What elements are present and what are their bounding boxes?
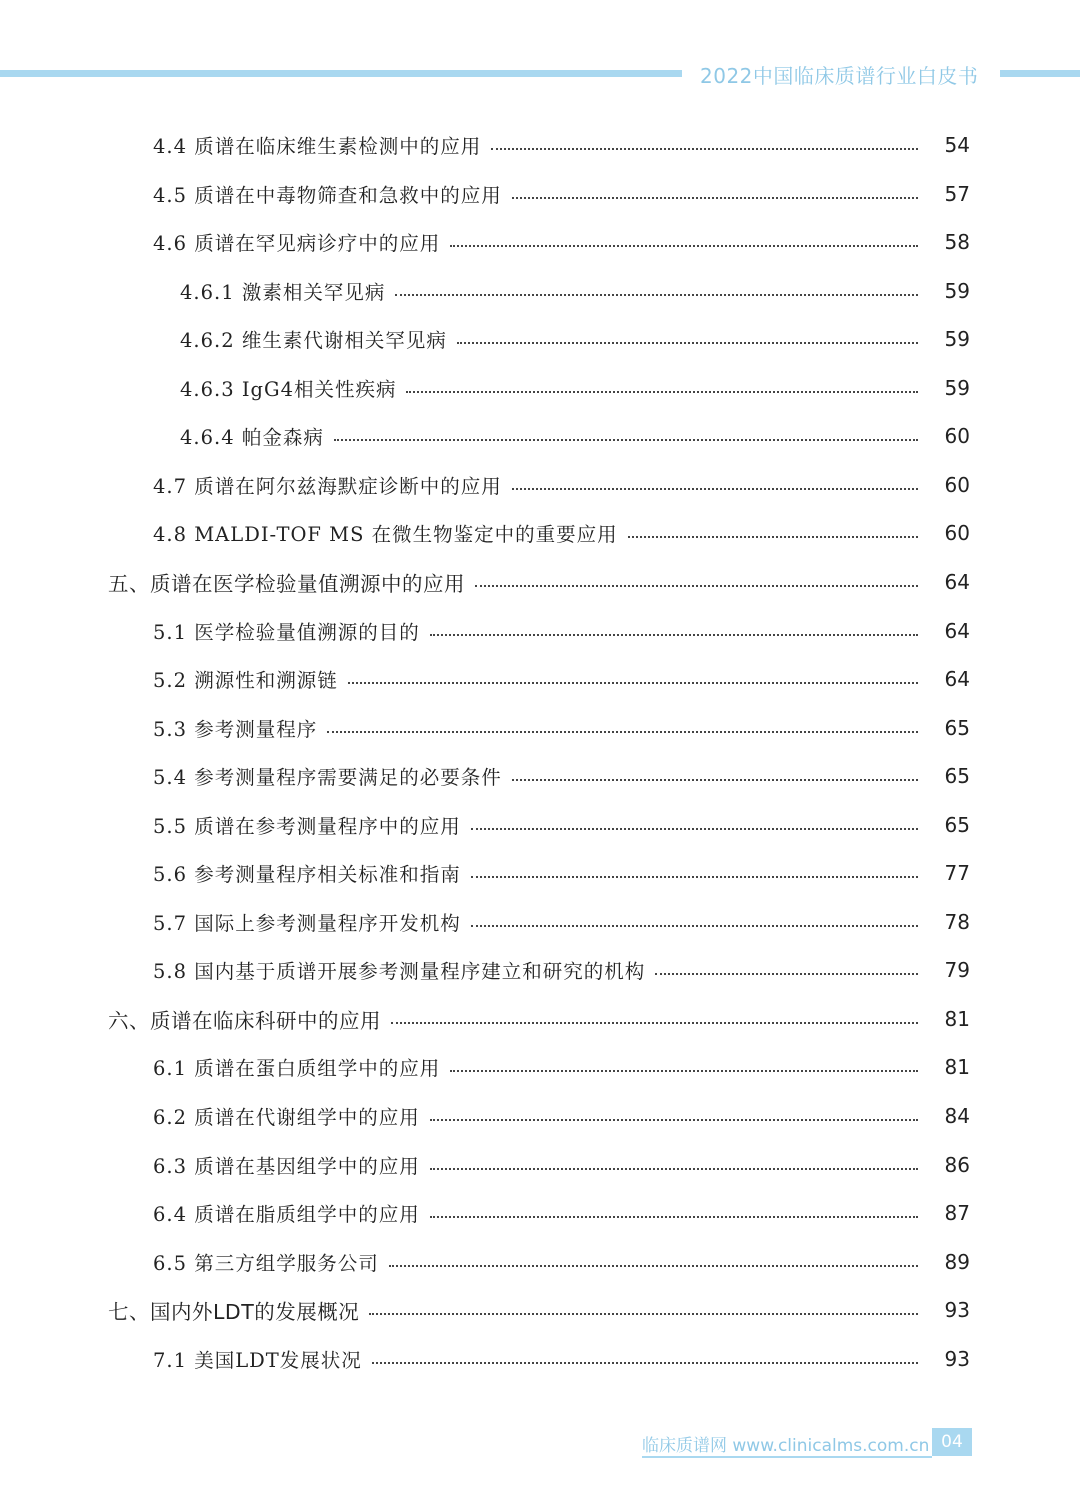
toc-entry-page: 93 [944,1298,970,1323]
toc-entry-page: 59 [944,375,970,400]
toc-entry-label: 6.2 质谱在代谢组学中的应用 [153,1106,420,1129]
toc-entry-label: 4.6.3 IgG4相关性疾病 [180,377,397,401]
toc-entry-page: 60 [944,472,970,497]
toc-leader-dots [471,925,918,927]
toc-entry[interactable] [0,1043,1080,1091]
toc-entry-label: 5.7 国际上参考测量程序开发机构 [153,911,461,935]
toc-leader-dots [655,973,918,975]
toc-entry-label: 4.6.2 维生素代谢相关罕见病 [180,329,447,353]
toc-leader-dots [491,148,918,150]
toc-entry[interactable] [0,752,1080,800]
toc-entry-label: 5.2 溯源性和溯源链 [153,669,338,693]
toc-entry-page: 60 [944,424,970,449]
toc-leader-dots [512,779,918,781]
toc-leader-dots [430,1216,918,1218]
toc-entry-page: 59 [944,327,970,352]
toc-entry-label: 6.3 质谱在基因组学中的应用 [153,1154,420,1178]
toc-entry-label: 6.1 质谱在蛋白质组学中的应用 [153,1057,441,1081]
toc-leader-dots [471,876,918,878]
toc-entry-label: 七、国内外LDT的发展概况 [108,1300,360,1325]
toc-entry-label: 5.6 参考测量程序相关标准和指南 [153,863,461,887]
header-bar-right [1000,70,1080,77]
toc-entry-label: 5.4 参考测量程序需要满足的必要条件 [153,766,502,790]
toc-entry[interactable] [0,849,1080,897]
toc-leader-dots [327,731,918,733]
toc-entry[interactable] [0,607,1080,655]
toc-entry-label: 4.5 质谱在中毒物筛查和急救中的应用 [153,183,502,207]
toc-entry-page: 59 [944,278,970,303]
toc-entry-page: 81 [944,1006,970,1031]
toc-entry-page: 86 [944,1152,970,1177]
toc-entry[interactable] [0,267,1080,315]
toc-entry-page: 81 [944,1055,970,1080]
toc-entry-page: 60 [944,521,970,546]
toc-leader-dots [450,245,918,247]
toc-entry[interactable] [0,218,1080,266]
toc-entry-label: 4.6.4 帕金森病 [180,426,324,450]
toc-entry-label: 六、质谱在临床科研中的应用 [108,1008,381,1033]
toc-entry-label: 5.1 医学检验量值溯源的目的 [153,620,420,644]
toc-entry-label: 4.6 质谱在罕见病诊疗中的应用 [153,232,441,256]
toc-leader-dots [372,1362,918,1364]
toc-entry[interactable] [0,704,1080,752]
header-bar-left [0,70,682,77]
toc-entry-page: 64 [944,569,970,594]
toc-entry[interactable] [0,1238,1080,1286]
toc-leader-dots [430,634,918,636]
toc-entry[interactable] [0,121,1080,169]
toc-entry-page: 84 [944,1104,970,1128]
toc-leader-dots [471,828,918,830]
toc-entry-page: 79 [944,958,970,983]
toc-leader-dots [450,1070,918,1072]
toc-entry[interactable] [0,1189,1080,1237]
toc-entry-label: 4.8 MALDI-TOF MS 在微生物鉴定中的重要应用 [153,523,618,547]
toc-entry-page: 77 [944,861,970,886]
toc-leader-dots [389,1265,918,1267]
footer-rule [642,1456,932,1458]
header-title: 2022中国临床质谱行业白皮书 [700,64,979,88]
toc-entry-label: 4.7 质谱在阿尔兹海默症诊断中的应用 [153,474,502,498]
page-number-badge: 04 [932,1428,972,1456]
toc-leader-dots [512,488,918,490]
toc-entry-page: 54 [944,133,970,157]
toc-entry-page: 57 [944,181,970,206]
toc-entry[interactable] [0,558,1080,606]
toc-entry[interactable] [0,898,1080,946]
toc-entry[interactable] [0,315,1080,363]
toc-entry-label: 7.1 美国LDT发展状况 [153,1348,362,1372]
toc-leader-dots [512,197,918,199]
toc-entry-page: 78 [944,909,970,934]
toc-entry[interactable] [0,801,1080,849]
toc-entry[interactable] [0,946,1080,994]
toc-entry-label: 4.6.1 激素相关罕见病 [180,280,386,304]
toc-entry-page: 65 [944,715,970,740]
toc-entry-label: 6.4 质谱在脂质组学中的应用 [153,1203,420,1227]
toc-entry[interactable] [0,364,1080,412]
toc-leader-dots [391,1022,918,1024]
toc-entry[interactable] [0,412,1080,460]
toc-leader-dots [406,391,918,393]
toc-entry-page: 89 [944,1249,970,1274]
toc-entry-page: 65 [944,812,970,837]
toc-leader-dots [430,1168,918,1170]
toc-leader-dots [348,682,918,684]
toc-entry-label: 5.3 参考测量程序 [153,717,318,741]
toc-leader-dots [430,1119,918,1121]
toc-leader-dots [334,439,918,441]
toc-entry-page: 65 [944,764,970,789]
toc-entry[interactable] [0,995,1080,1043]
toc-leader-dots [369,1313,918,1315]
toc-entry-page: 58 [944,230,970,255]
footer-site: 临床质谱网 www.clinicalms.com.cn [642,1436,930,1456]
toc-leader-dots [457,342,918,344]
toc-entry-page: 87 [944,1201,970,1226]
toc-entry-page: 64 [944,667,970,692]
toc-entry[interactable] [0,655,1080,703]
toc-entry[interactable] [0,509,1080,557]
toc-entry[interactable] [0,1286,1080,1334]
toc-entry-label: 5.5 质谱在参考测量程序中的应用 [153,814,461,838]
toc-leader-dots [475,585,918,587]
toc-entry-label: 五、质谱在医学检验量值溯源中的应用 [108,571,465,596]
toc-entry-label: 4.4 质谱在临床维生素检测中的应用 [153,135,482,158]
toc-entry[interactable] [0,170,1080,218]
toc-entry-page: 93 [944,1346,970,1371]
toc-entry[interactable] [0,1092,1080,1140]
toc-entry[interactable] [0,1335,1080,1383]
toc-entry-page: 64 [944,618,970,643]
toc-entry[interactable] [0,461,1080,509]
toc-entry-label: 6.5 第三方组学服务公司 [153,1251,379,1275]
toc-leader-dots [395,294,918,296]
toc-entry-label: 5.8 国内基于质谱开展参考测量程序建立和研究的机构 [153,960,646,984]
toc-entry[interactable] [0,1141,1080,1189]
toc-leader-dots [628,536,918,538]
